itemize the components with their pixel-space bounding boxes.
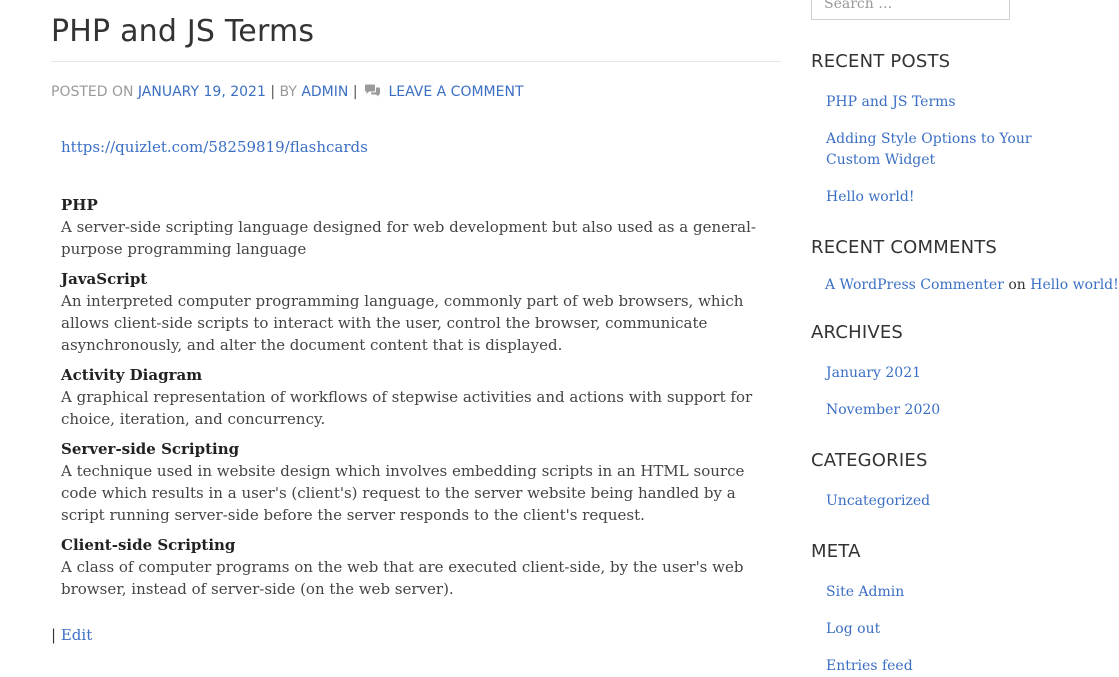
term-name: Client-side Scripting <box>61 536 236 554</box>
by-label: BY <box>279 84 297 100</box>
author-link[interactable]: ADMIN <box>301 84 349 100</box>
meta-widget-title: META <box>811 541 861 562</box>
edit-link[interactable]: Edit <box>60 626 93 644</box>
term-definition: A class of computer programs on the web that are executed client-side, by the user's web browser, instead of server-side (on the web server). <box>61 558 744 598</box>
quizlet-flashcards-link[interactable]: https://quizlet.com/58259819/flashcards <box>61 138 368 156</box>
categories-title: CATEGORIES <box>811 450 928 471</box>
term-name: PHP <box>61 196 98 214</box>
term-item <box>61 364 776 430</box>
terms-list <box>61 194 776 600</box>
category-link[interactable]: Uncategorized <box>826 493 931 509</box>
search-input[interactable] <box>811 0 1010 20</box>
recent-post-link[interactable]: Hello world! <box>826 189 915 205</box>
recent-post-link[interactable]: PHP and JS Terms <box>826 94 956 110</box>
archive-link[interactable]: November 2020 <box>826 402 941 418</box>
posted-on-label: POSTED ON <box>51 84 134 100</box>
comment-on-label: on <box>1008 277 1026 293</box>
term-name: Activity Diagram <box>61 366 203 384</box>
comment-post-link[interactable]: Hello world! <box>1030 277 1119 293</box>
term-definition: A technique used in website design which involves embedding scripts in an HTML source code which results in a user's (client's) request to the server website being handled by a script running server-side before the server responds to the client's request. <box>61 462 745 524</box>
post-content <box>61 136 776 608</box>
term-name: Server-side Scripting <box>61 440 240 458</box>
term-item <box>61 438 776 526</box>
recent-comments-title: RECENT COMMENTS <box>811 237 998 258</box>
post-date-link[interactable]: JANUARY 19, 2021 <box>137 84 266 100</box>
post-meta <box>51 84 524 101</box>
entries-feed-link[interactable]: Entries feed <box>826 658 913 674</box>
recent-posts-title: RECENT POSTS <box>811 51 951 72</box>
term-item <box>61 534 776 600</box>
leave-comment-link[interactable]: LEAVE A COMMENT <box>388 84 524 100</box>
comment-author-link[interactable]: A WordPress Commenter <box>825 277 1004 293</box>
recent-comment-item <box>825 275 1119 296</box>
site-admin-link[interactable]: Site Admin <box>826 584 905 600</box>
post-footer <box>51 626 92 644</box>
post-title: PHP and JS Terms <box>51 14 315 49</box>
meta-separator: | <box>352 84 358 100</box>
term-item <box>61 268 776 356</box>
term-definition: An interpreted computer programming language, commonly part of web browsers, which allows client-side scripts to interact with the user, control the browser, communicate asynchronously, and alter the document content that is displayed. <box>61 292 744 354</box>
recent-post-link[interactable]: Adding Style Options to Your Custom Widget <box>826 131 1032 168</box>
term-definition: A server-side scripting language designed for web development but also used as a general-purpose programming language <box>61 218 756 258</box>
log-out-link[interactable]: Log out <box>826 621 881 637</box>
term-item <box>61 194 776 260</box>
comments-icon <box>364 84 381 101</box>
meta-separator: | <box>270 84 276 100</box>
term-definition: A graphical representation of workflows of stepwise activities and actions with support for choice, iteration, and concurrency. <box>61 388 753 428</box>
term-name: JavaScript <box>61 270 148 288</box>
footer-separator: | <box>51 626 57 644</box>
title-divider <box>51 61 781 62</box>
archives-title: ARCHIVES <box>811 322 904 343</box>
archive-link[interactable]: January 2021 <box>826 365 922 381</box>
